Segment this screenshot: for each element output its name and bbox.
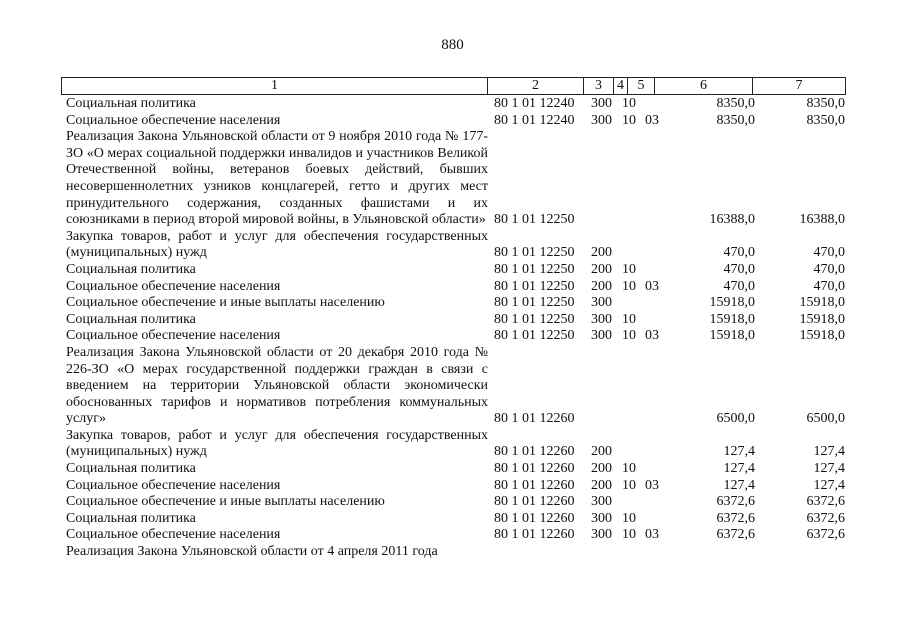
row-expense-type: 300	[591, 112, 612, 128]
table-row	[0, 527, 905, 544]
row-expense-type: 200	[591, 444, 612, 460]
row-name: Социальное обеспечение населения	[66, 278, 281, 294]
row-target-code: 80 1 01 12250	[494, 311, 575, 327]
row-target-code: 80 1 01 12260	[494, 461, 575, 477]
row-amount-2: 470,0	[813, 278, 845, 294]
row-amount-2: 15918,0	[799, 311, 845, 327]
row-subsection: 03	[645, 328, 659, 344]
table-body	[0, 96, 905, 561]
row-values	[0, 494, 905, 511]
row-values	[0, 478, 905, 495]
row-amount-2: 15918,0	[799, 295, 845, 311]
row-name: Социальная политика	[66, 311, 196, 327]
row-values	[0, 295, 905, 312]
row-values	[0, 461, 905, 478]
page-number: 880	[441, 37, 464, 53]
row-subsection: 03	[645, 527, 659, 543]
row-target-code: 80 1 01 12250	[494, 261, 575, 277]
row-section: 10	[622, 527, 636, 543]
row-amount-1: 127,4	[723, 477, 755, 493]
row-values	[0, 212, 905, 229]
row-name: Социальное обеспечение населения	[66, 527, 281, 543]
row-target-code: 80 1 01 12260	[494, 494, 575, 510]
table-row	[0, 544, 905, 561]
row-amount-1: 127,4	[723, 444, 755, 460]
row-amount-1: 470,0	[723, 278, 755, 294]
table-row	[0, 328, 905, 345]
row-values	[0, 262, 905, 279]
row-target-code: 80 1 01 12240	[494, 112, 575, 128]
row-amount-2: 6372,6	[806, 527, 845, 543]
table-row	[0, 494, 905, 511]
row-name: Социальная политика	[66, 461, 196, 477]
row-amount-1: 6372,6	[716, 494, 755, 510]
table-row	[0, 312, 905, 329]
row-section: 10	[622, 461, 636, 477]
row-amount-2: 8350,0	[806, 112, 845, 128]
table-row	[0, 129, 905, 229]
row-values	[0, 312, 905, 329]
row-section: 10	[622, 510, 636, 526]
row-expense-type: 300	[591, 311, 612, 327]
row-name: Реализация Закона Ульяновской области от 9 ноября 2010 года № 177-ЗО «О мерах социальной поддержки инвалидов и участников Великой Отечественной войны, ветеранов боевых действий, бывших несовершеннолетних узников концлагерей, гетто и других мест принудительного содержания, созданных фашистами и их союзниками в период второй мировой войны, в Ульяновской области»	[66, 129, 488, 228]
header-col-7: 7	[795, 78, 803, 93]
row-values	[0, 411, 905, 428]
header-col-3: 3	[584, 78, 614, 94]
row-amount-1: 6500,0	[716, 411, 755, 427]
row-amount-1: 6372,6	[716, 527, 755, 543]
table-row	[0, 279, 905, 296]
header-col-5: 5	[628, 78, 655, 94]
table-row	[0, 478, 905, 495]
row-values	[0, 527, 905, 544]
table-row	[0, 262, 905, 279]
row-name: Социальная политика	[66, 96, 196, 111]
row-values	[0, 113, 905, 130]
row-expense-type: 200	[591, 477, 612, 493]
row-values	[0, 245, 905, 262]
row-expense-type: 200	[591, 245, 612, 261]
row-name: Социальная политика	[66, 261, 196, 277]
row-target-code: 80 1 01 12250	[494, 278, 575, 294]
row-expense-type: 200	[591, 261, 612, 277]
row-amount-2: 6372,6	[806, 510, 845, 526]
table-row	[0, 428, 905, 461]
row-expense-type: 300	[591, 494, 612, 510]
row-section: 10	[622, 311, 636, 327]
row-target-code: 80 1 01 12250	[494, 245, 575, 261]
row-amount-2: 8350,0	[806, 96, 845, 111]
row-amount-2: 470,0	[813, 261, 845, 277]
row-subsection: 03	[645, 278, 659, 294]
row-target-code: 80 1 01 12260	[494, 477, 575, 493]
table-row	[0, 113, 905, 130]
row-name: Социальное обеспечение населения	[66, 477, 281, 493]
row-values	[0, 511, 905, 528]
row-target-code: 80 1 01 12260	[494, 411, 575, 427]
table-row	[0, 96, 905, 113]
row-name: Социальная политика	[66, 510, 196, 526]
row-amount-1: 15918,0	[709, 295, 755, 311]
row-expense-type: 300	[591, 96, 612, 111]
row-amount-1: 16388,0	[709, 212, 755, 228]
row-target-code: 80 1 01 12260	[494, 527, 575, 543]
row-section: 10	[622, 278, 636, 294]
row-section: 10	[622, 261, 636, 277]
row-amount-1: 15918,0	[709, 328, 755, 344]
row-values	[0, 279, 905, 296]
row-values	[0, 444, 905, 461]
row-values	[0, 544, 905, 561]
row-name: Закупка товаров, работ и услуг для обеспечения государственных (муниципальных) нужд	[66, 228, 488, 261]
row-section: 10	[622, 477, 636, 493]
row-amount-2: 6372,6	[806, 494, 845, 510]
table-row	[0, 295, 905, 312]
table-row	[0, 229, 905, 262]
row-amount-2: 6500,0	[806, 411, 845, 427]
row-expense-type: 200	[591, 461, 612, 477]
row-expense-type: 300	[591, 527, 612, 543]
row-amount-1: 127,4	[723, 461, 755, 477]
row-expense-type: 200	[591, 278, 612, 294]
row-amount-2: 127,4	[813, 444, 845, 460]
row-target-code: 80 1 01 12260	[494, 444, 575, 460]
row-name: Реализация Закона Ульяновской области от 20 декабря 2010 года № 226-ЗО «О мерах государственной поддержки граждан в связи с введением на территории Ульяновской области экономически обоснованных тарифов и нормативов потребления коммунальных услуг»	[66, 344, 488, 427]
row-amount-2: 470,0	[813, 245, 845, 261]
header-col-4: 4	[614, 78, 628, 94]
row-amount-1: 470,0	[723, 261, 755, 277]
row-values	[0, 96, 905, 113]
row-amount-2: 15918,0	[799, 328, 845, 344]
row-target-code: 80 1 01 12260	[494, 510, 575, 526]
row-expense-type: 300	[591, 295, 612, 311]
row-target-code: 80 1 01 12250	[494, 328, 575, 344]
row-section: 10	[622, 112, 636, 128]
row-values	[0, 328, 905, 345]
row-target-code: 80 1 01 12240	[494, 96, 575, 111]
row-subsection: 03	[645, 477, 659, 493]
row-amount-2: 16388,0	[799, 212, 845, 228]
row-amount-1: 8350,0	[716, 96, 755, 111]
row-subsection: 03	[645, 112, 659, 128]
row-name: Социальное обеспечение и иные выплаты населению	[66, 295, 385, 311]
row-amount-1: 6372,6	[716, 510, 755, 526]
header-col-1: 1	[62, 78, 488, 94]
header-col-2: 2	[488, 78, 584, 94]
header-col-6: 6	[655, 78, 753, 94]
row-target-code: 80 1 01 12250	[494, 212, 575, 228]
row-amount-1: 15918,0	[709, 311, 755, 327]
row-name: Реализация Закона Ульяновской области от 4 апреля 2011 года	[66, 544, 438, 560]
row-section: 10	[622, 96, 636, 111]
row-name: Закупка товаров, работ и услуг для обеспечения государственных (муниципальных) нужд	[66, 427, 488, 460]
row-target-code: 80 1 01 12250	[494, 295, 575, 311]
row-amount-1: 470,0	[723, 245, 755, 261]
row-name: Социальное обеспечение населения	[66, 112, 281, 128]
row-section: 10	[622, 328, 636, 344]
row-expense-type: 300	[591, 510, 612, 526]
table-row	[0, 345, 905, 428]
row-amount-1: 8350,0	[716, 112, 755, 128]
table-header	[61, 77, 846, 95]
row-amount-2: 127,4	[813, 477, 845, 493]
row-name: Социальное обеспечение населения	[66, 328, 281, 344]
row-amount-2: 127,4	[813, 461, 845, 477]
row-name: Социальное обеспечение и иные выплаты населению	[66, 494, 385, 510]
row-expense-type: 300	[591, 328, 612, 344]
table-row	[0, 511, 905, 528]
table-row	[0, 461, 905, 478]
